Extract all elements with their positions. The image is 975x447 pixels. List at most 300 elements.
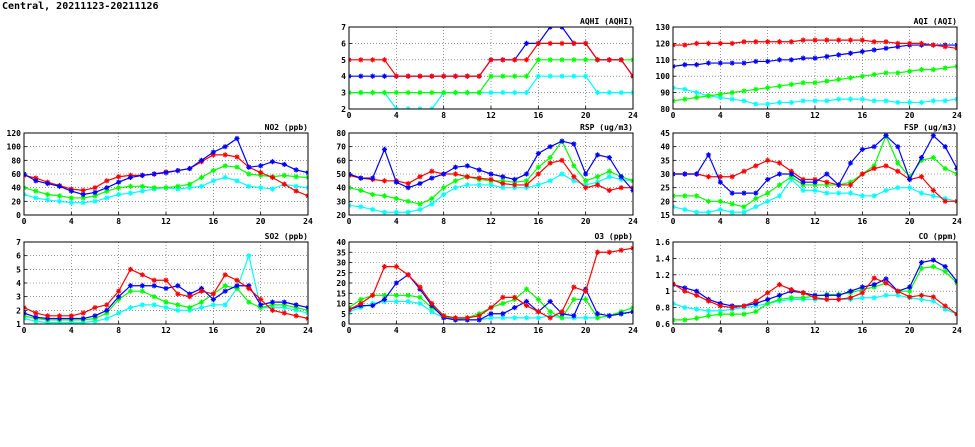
data-point-cyan	[860, 295, 865, 300]
x-tick-label: 12	[486, 217, 496, 226]
x-tick-label: 4	[717, 326, 723, 335]
y-tick-label: 1	[665, 287, 670, 297]
data-point-green	[931, 264, 936, 269]
data-point-blue	[92, 190, 97, 195]
data-point-blue	[453, 165, 458, 170]
data-point-cyan	[836, 191, 841, 196]
data-point-red	[270, 308, 275, 313]
data-point-cyan	[199, 184, 204, 189]
data-point-green	[199, 175, 204, 180]
data-point-cyan	[104, 195, 109, 200]
data-point-cyan	[406, 299, 411, 304]
y-tick-label: 40	[336, 183, 346, 193]
data-point-red	[943, 199, 948, 204]
data-point-blue	[943, 264, 948, 269]
data-point-red	[441, 74, 446, 79]
data-point-green	[741, 204, 746, 209]
data-point-blue	[812, 56, 817, 61]
data-point-red	[694, 293, 699, 298]
x-tick-label: 0	[21, 326, 27, 335]
chart-panel-2	[7, 123, 313, 226]
data-point-cyan	[872, 295, 877, 300]
data-point-cyan	[765, 199, 770, 204]
x-tick-label: 0	[670, 326, 676, 335]
x-tick-label: 12	[486, 111, 496, 120]
data-point-blue	[211, 297, 216, 302]
data-point-blue	[57, 184, 62, 189]
data-point-blue	[382, 74, 387, 79]
data-point-green	[441, 185, 446, 190]
data-point-red	[559, 41, 564, 46]
data-point-cyan	[453, 185, 458, 190]
x-tick-label: 16	[533, 111, 544, 120]
data-point-blue	[417, 181, 422, 186]
data-point-red	[223, 152, 228, 157]
data-point-cyan	[536, 315, 541, 320]
chart-title: RSP (ug/m3)	[580, 123, 633, 132]
y-tick-label: 6	[341, 39, 346, 49]
data-point-red	[406, 74, 411, 79]
data-point-blue	[152, 171, 157, 176]
data-point-blue	[836, 182, 841, 187]
data-point-red	[417, 74, 422, 79]
data-point-red	[860, 171, 865, 176]
data-point-green	[45, 192, 50, 197]
y-tick-label: 25	[336, 268, 346, 278]
x-tick-label: 8	[116, 326, 122, 335]
x-tick-label: 20	[580, 326, 591, 335]
data-point-red	[104, 302, 109, 307]
data-point-red	[536, 171, 541, 176]
x-tick-label: 8	[441, 111, 447, 120]
data-point-blue	[730, 60, 735, 65]
data-point-red	[548, 41, 553, 46]
x-tick-label: 8	[765, 111, 771, 120]
data-point-cyan	[931, 193, 936, 198]
data-point-blue	[477, 167, 482, 172]
data-point-blue	[694, 62, 699, 67]
data-point-cyan	[883, 293, 888, 298]
y-tick-label: 35	[336, 248, 346, 258]
data-point-red	[394, 74, 399, 79]
data-point-green	[694, 95, 699, 100]
chart-title: AQHI (AQHI)	[580, 17, 633, 26]
data-point-green	[406, 293, 411, 298]
data-point-cyan	[812, 98, 817, 103]
data-point-green	[223, 163, 228, 168]
data-point-blue	[358, 176, 363, 181]
data-point-blue	[682, 62, 687, 67]
data-point-red	[619, 185, 624, 190]
y-tick-label: 0.8	[655, 303, 670, 313]
data-point-red	[607, 250, 612, 255]
data-point-blue	[270, 159, 275, 164]
data-point-cyan	[571, 74, 576, 79]
data-point-blue	[512, 305, 517, 310]
chart-panel-1	[656, 17, 962, 120]
data-point-cyan	[246, 184, 251, 189]
data-point-blue	[931, 133, 936, 138]
data-point-cyan	[417, 301, 422, 306]
data-point-blue	[234, 136, 239, 141]
data-point-red	[801, 38, 806, 43]
data-point-green	[730, 90, 735, 95]
data-point-red	[895, 289, 900, 294]
x-tick-label: 4	[717, 111, 723, 120]
data-point-cyan	[81, 200, 86, 205]
chart-panel-0	[341, 17, 638, 120]
x-tick-label: 0	[670, 217, 676, 226]
data-point-cyan	[465, 182, 470, 187]
data-point-cyan	[741, 98, 746, 103]
data-point-blue	[883, 133, 888, 138]
y-tick-label: 0	[341, 320, 346, 329]
data-point-green	[583, 57, 588, 62]
data-point-red	[765, 158, 770, 163]
data-point-red	[548, 160, 553, 165]
data-point-red	[789, 287, 794, 292]
data-point-green	[548, 309, 553, 314]
data-point-red	[465, 315, 470, 320]
data-point-red	[872, 166, 877, 171]
x-tick-label: 16	[857, 217, 868, 226]
data-point-cyan	[895, 185, 900, 190]
data-point-green	[69, 195, 74, 200]
data-point-red	[836, 38, 841, 43]
data-point-red	[583, 289, 588, 294]
y-tick-label: 130	[655, 23, 670, 32]
data-point-blue	[883, 46, 888, 51]
data-point-red	[116, 289, 121, 294]
data-point-green	[860, 74, 865, 79]
data-point-red	[429, 74, 434, 79]
data-point-red	[848, 182, 853, 187]
y-tick-label: 1.4	[655, 254, 670, 264]
data-point-red	[163, 278, 168, 283]
data-point-blue	[895, 144, 900, 149]
x-tick-label: 20	[255, 217, 266, 226]
data-point-cyan	[294, 184, 299, 189]
y-tick-label: 60	[11, 170, 21, 179]
data-point-blue	[246, 165, 251, 170]
data-point-blue	[548, 299, 553, 304]
data-point-red	[234, 154, 239, 159]
y-tick-label: 30	[336, 258, 346, 268]
data-point-red	[524, 57, 529, 62]
y-tick-label: 80	[11, 156, 21, 166]
data-point-red	[571, 41, 576, 46]
data-point-red	[812, 38, 817, 43]
data-point-green	[524, 74, 529, 79]
data-point-red	[895, 41, 900, 46]
data-point-cyan	[619, 90, 624, 95]
data-point-red	[682, 42, 687, 47]
data-point-cyan	[270, 186, 275, 191]
y-tick-label: 120	[6, 129, 21, 138]
data-point-red	[741, 169, 746, 174]
data-point-cyan	[140, 302, 145, 307]
data-point-green	[128, 289, 133, 294]
data-point-blue	[706, 60, 711, 65]
data-point-green	[140, 184, 145, 189]
y-tick-label: 40	[11, 183, 21, 193]
data-point-green	[789, 82, 794, 87]
data-point-green	[741, 312, 746, 317]
data-point-red	[477, 313, 482, 318]
data-point-red	[500, 295, 505, 300]
data-point-red	[187, 294, 192, 299]
data-point-red	[488, 177, 493, 182]
x-tick-label: 0	[346, 217, 352, 226]
data-point-blue	[753, 59, 758, 64]
data-point-cyan	[128, 305, 133, 310]
data-point-red	[69, 313, 74, 318]
data-point-blue	[741, 191, 746, 196]
x-tick-label: 16	[533, 326, 544, 335]
data-point-cyan	[128, 191, 133, 196]
data-point-cyan	[524, 315, 529, 320]
data-point-green	[943, 166, 948, 171]
data-point-blue	[270, 300, 275, 305]
y-tick-label: 4	[16, 279, 21, 288]
data-point-red	[282, 310, 287, 315]
data-point-blue	[860, 147, 865, 152]
data-point-green	[571, 57, 576, 62]
data-point-red	[140, 272, 145, 277]
data-point-green	[175, 184, 180, 189]
data-point-red	[694, 41, 699, 46]
data-point-red	[765, 290, 770, 295]
data-point-cyan	[765, 101, 770, 106]
data-point-red	[358, 57, 363, 62]
data-point-green	[246, 171, 251, 176]
x-tick-label: 0	[346, 326, 352, 335]
data-point-cyan	[789, 100, 794, 105]
data-point-blue	[777, 293, 782, 298]
chart-title: CO (ppm)	[918, 232, 957, 241]
data-point-green	[718, 92, 723, 97]
data-point-red	[500, 181, 505, 186]
data-point-red	[453, 171, 458, 176]
x-tick-label: 4	[393, 111, 399, 120]
x-tick-label: 16	[208, 217, 219, 226]
data-point-blue	[872, 282, 877, 287]
data-point-green	[682, 317, 687, 322]
data-point-cyan	[163, 305, 168, 310]
data-point-red	[394, 264, 399, 269]
data-point-cyan	[812, 188, 817, 193]
data-point-green	[128, 184, 133, 189]
data-point-blue	[907, 177, 912, 182]
data-point-green	[753, 87, 758, 92]
data-point-red	[730, 41, 735, 46]
data-point-red	[382, 264, 387, 269]
data-point-blue	[406, 185, 411, 190]
data-point-green	[453, 178, 458, 183]
chart-title: SO2 (ppb)	[264, 232, 308, 241]
data-point-green	[765, 85, 770, 90]
data-point-red	[104, 178, 109, 183]
data-point-green	[753, 309, 758, 314]
data-point-red	[741, 303, 746, 308]
data-point-blue	[223, 144, 228, 149]
data-point-green	[718, 199, 723, 204]
data-point-green	[175, 302, 180, 307]
y-tick-label: 45	[660, 129, 670, 138]
y-tick-label: 2	[16, 306, 21, 316]
y-tick-label: 35	[660, 156, 670, 166]
data-point-blue	[163, 170, 168, 175]
data-point-green	[199, 300, 204, 305]
chart-title: O3 (ppb)	[594, 232, 633, 241]
data-point-red	[812, 295, 817, 300]
data-point-blue	[116, 180, 121, 185]
data-point-red	[583, 41, 588, 46]
data-point-red	[92, 305, 97, 310]
data-point-green	[429, 196, 434, 201]
data-point-cyan	[943, 98, 948, 103]
data-point-red	[370, 293, 375, 298]
data-point-red	[607, 188, 612, 193]
y-tick-label: 10	[336, 299, 346, 309]
x-tick-label: 20	[904, 326, 915, 335]
data-point-red	[848, 295, 853, 300]
data-point-green	[718, 312, 723, 317]
x-tick-label: 24	[952, 326, 962, 335]
series-group	[346, 24, 635, 111]
x-tick-label: 20	[904, 217, 915, 226]
data-point-blue	[848, 289, 853, 294]
data-point-green	[116, 185, 121, 190]
data-point-blue	[607, 155, 612, 160]
x-tick-label: 16	[857, 111, 868, 120]
data-point-blue	[607, 313, 612, 318]
data-point-cyan	[382, 210, 387, 215]
data-point-blue	[370, 303, 375, 308]
data-point-cyan	[836, 97, 841, 102]
y-tick-label: 20	[660, 197, 670, 207]
data-point-red	[919, 293, 924, 298]
x-tick-label: 8	[441, 326, 447, 335]
data-point-blue	[429, 176, 434, 181]
data-point-red	[872, 275, 877, 280]
data-point-cyan	[607, 90, 612, 95]
data-point-cyan	[441, 192, 446, 197]
series-group	[21, 136, 310, 205]
y-tick-label: 70	[336, 142, 346, 152]
data-point-blue	[571, 141, 576, 146]
data-point-cyan	[536, 74, 541, 79]
data-point-green	[441, 90, 446, 95]
data-point-blue	[812, 180, 817, 185]
data-point-green	[477, 90, 482, 95]
data-point-red	[512, 295, 517, 300]
x-tick-label: 24	[628, 326, 638, 335]
data-point-green	[801, 80, 806, 85]
x-tick-label: 0	[670, 111, 676, 120]
data-point-blue	[282, 300, 287, 305]
data-point-cyan	[694, 210, 699, 215]
data-point-red	[777, 282, 782, 287]
data-point-red	[258, 170, 263, 175]
x-tick-label: 12	[486, 326, 496, 335]
data-point-cyan	[45, 197, 50, 202]
x-tick-label: 12	[161, 217, 171, 226]
y-tick-label: 30	[336, 197, 346, 207]
data-point-green	[394, 90, 399, 95]
data-point-blue	[718, 60, 723, 65]
data-point-red	[883, 280, 888, 285]
data-point-red	[931, 42, 936, 47]
data-point-green	[429, 90, 434, 95]
data-point-green	[765, 191, 770, 196]
data-point-blue	[163, 286, 168, 291]
data-point-cyan	[824, 98, 829, 103]
data-point-red	[595, 57, 600, 62]
data-point-green	[394, 196, 399, 201]
data-point-blue	[619, 174, 624, 179]
data-point-blue	[789, 171, 794, 176]
data-point-red	[406, 272, 411, 277]
data-point-red	[730, 305, 735, 310]
data-point-blue	[128, 283, 133, 288]
data-point-cyan	[488, 90, 493, 95]
data-point-green	[370, 90, 375, 95]
data-point-blue	[234, 283, 239, 288]
data-point-blue	[465, 163, 470, 168]
data-point-cyan	[907, 100, 912, 105]
data-point-blue	[741, 60, 746, 65]
data-point-red	[741, 39, 746, 44]
data-point-cyan	[718, 207, 723, 212]
data-point-red	[706, 298, 711, 303]
data-point-red	[571, 285, 576, 290]
data-point-green	[741, 88, 746, 93]
data-point-blue	[524, 41, 529, 46]
y-tick-label: 0.6	[655, 320, 670, 329]
data-point-green	[211, 168, 216, 173]
chart-title: FSP (ug/m3)	[904, 123, 957, 132]
x-tick-label: 24	[303, 217, 313, 226]
x-tick-label: 12	[810, 326, 820, 335]
data-point-red	[33, 310, 38, 315]
data-point-blue	[140, 173, 145, 178]
data-point-green	[187, 305, 192, 310]
data-point-green	[559, 57, 564, 62]
data-point-red	[718, 41, 723, 46]
data-point-green	[140, 289, 145, 294]
chart-title: AQI (AQI)	[913, 17, 957, 26]
data-point-red	[382, 178, 387, 183]
data-point-cyan	[211, 302, 216, 307]
data-point-red	[282, 182, 287, 187]
data-point-red	[931, 188, 936, 193]
data-point-red	[824, 297, 829, 302]
data-point-red	[559, 158, 564, 163]
x-tick-label: 12	[810, 217, 820, 226]
data-point-red	[116, 174, 121, 179]
data-point-green	[548, 57, 553, 62]
data-point-cyan	[199, 305, 204, 310]
x-tick-label: 8	[765, 326, 771, 335]
data-point-cyan	[358, 204, 363, 209]
data-point-green	[524, 287, 529, 292]
data-point-cyan	[500, 90, 505, 95]
data-point-red	[500, 57, 505, 62]
data-point-cyan	[883, 98, 888, 103]
data-point-blue	[187, 166, 192, 171]
data-point-red	[536, 309, 541, 314]
